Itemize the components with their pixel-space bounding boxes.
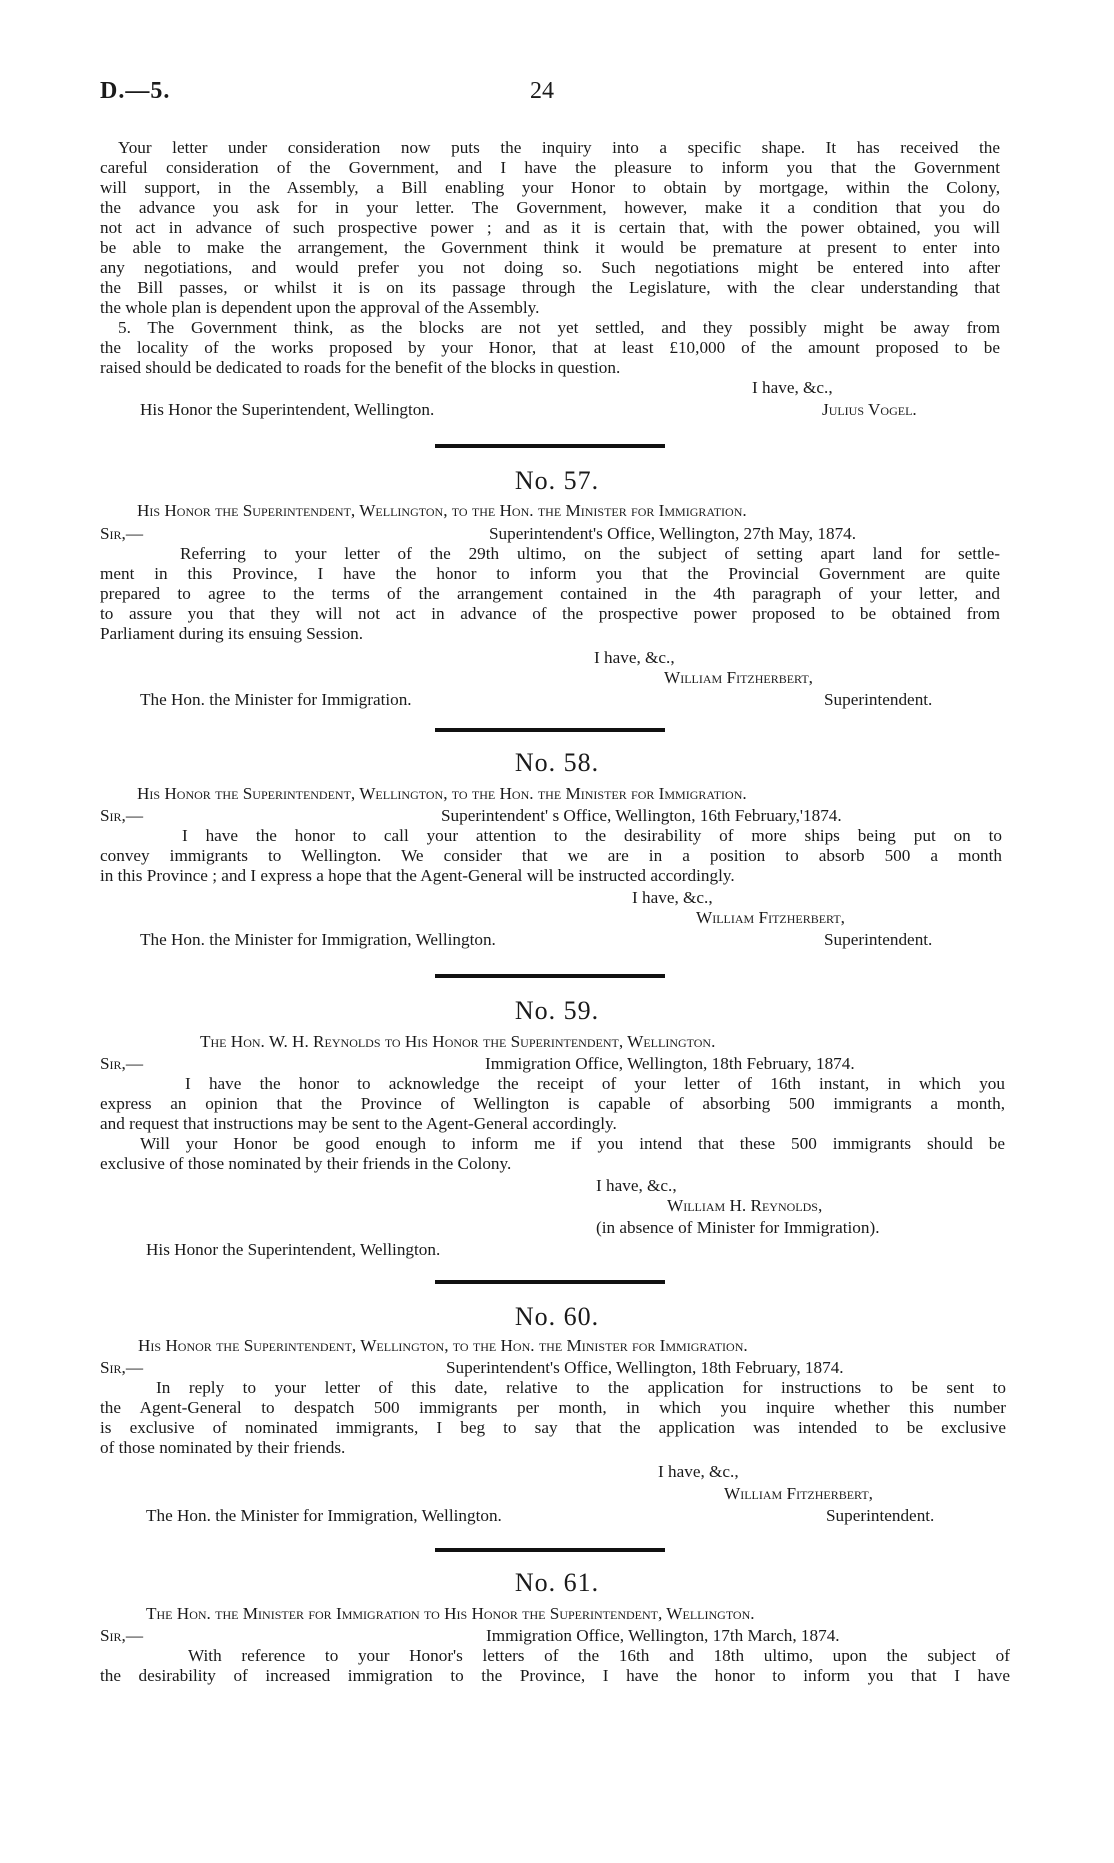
text-line: I have the honor to acknowledge the receipt of your letter of 16th instant, in which you	[185, 1074, 1005, 1093]
letter-route: The Hon. the Minister for Immigration to His Honor the Superintendent, Wellington.	[146, 1604, 755, 1623]
text-line: the desirability of increased immigration to the Province, I have the honor to inform you that I have	[100, 1666, 1010, 1685]
salutation: Sir,—	[100, 1054, 144, 1073]
letter-route: The Hon. W. H. Reynolds to His Honor the Superintendent, Wellington.	[200, 1032, 716, 1051]
letter-number: No. 60.	[514, 1302, 600, 1331]
section-rule	[435, 728, 665, 732]
dateline: Superintendent's Office, Wellington, 27th May, 1874.	[489, 524, 857, 543]
signature-title: Superintendent.	[824, 690, 933, 709]
dateline: Superintendent' s Office, Wellington, 16th February,'1874.	[441, 806, 842, 825]
signature: William Fitzherbert,	[696, 908, 845, 927]
signature: William Fitzherbert,	[724, 1484, 873, 1503]
addressee: His Honor the Superintendent, Wellington.	[146, 1240, 441, 1259]
signature-title: Superintendent.	[824, 930, 933, 949]
dateline: Immigration Office, Wellington, 18th February, 1874.	[485, 1054, 855, 1073]
text-line: express an opinion that the Province of Wellington is capable of absorbing 500 immigrants a month,	[100, 1094, 1005, 1113]
text-line: prepared to agree to the terms of the arrangement contained in the 4th paragraph of your letter, and	[100, 584, 1000, 603]
text-line: careful consideration of the Government, and I have the pleasure to inform you that the Government	[100, 158, 1000, 177]
letter-route: His Honor the Superintendent, Wellington, to the Hon. the Minister for Immigration.	[137, 784, 747, 803]
salutation: Sir,—	[100, 806, 144, 825]
text-line: in this Province ; and I express a hope that the Agent-General will be instructed accordingly.	[100, 866, 735, 885]
addressee: The Hon. the Minister for Immigration.	[140, 690, 412, 709]
section-rule	[435, 1548, 665, 1552]
text-line: With reference to your Honor's letters of the 16th and 18th ultimo, upon the subject of	[188, 1646, 1010, 1665]
text-line: Your letter under consideration now puts the inquiry into a specific shape. It has received the	[118, 138, 1000, 157]
signature-title: (in absence of Minister for Immigration).	[596, 1218, 880, 1237]
closing: I have, &c.,	[632, 888, 713, 907]
text-line: is exclusive of nominated immigrants, I beg to say that the application was intended to be exclusive	[100, 1418, 1006, 1437]
text-line: the Bill passes, or whilst it is on its passage through the Legislature, with the clear understanding that	[100, 278, 1000, 297]
text-line: ment in this Province, I have the honor to inform you that the Provincial Government are quite	[100, 564, 1000, 583]
addressee: The Hon. the Minister for Immigration, Wellington.	[146, 1506, 502, 1525]
text-line: be able to make the arrangement, the Government think it would be premature at present to enter into	[100, 238, 1000, 257]
closing: I have, &c.,	[752, 378, 833, 397]
addressee: His Honor the Superintendent, Wellington.	[140, 400, 435, 419]
text-line: Referring to your letter of the 29th ultimo, on the subject of setting apart land for settle-	[180, 544, 1000, 563]
text-line: Parliament during its ensuing Session.	[100, 624, 364, 643]
text-line: to assure you that they will not act in advance of the prospective power proposed to be obtained from	[100, 604, 1000, 623]
closing: I have, &c.,	[658, 1462, 739, 1481]
text-line: not act in advance of such prospective power ; and as it is certain that, with the power obtained, you will	[100, 218, 1000, 237]
salutation: Sir,—	[100, 1358, 144, 1377]
letter-route: His Honor the Superintendent, Wellington, to the Hon. the Minister for Immigration.	[137, 501, 747, 520]
section-rule	[435, 1280, 665, 1284]
signature-title: Superintendent.	[826, 1506, 935, 1525]
text-line: the advance you ask for in your letter. The Government, however, make it a condition that you do	[100, 198, 1000, 217]
closing: I have, &c.,	[596, 1176, 677, 1195]
salutation: Sir,—	[100, 1626, 144, 1645]
text-line: will support, in the Assembly, a Bill enabling your Honor to obtain by mortgage, within the Colony,	[100, 178, 1000, 197]
dateline: Immigration Office, Wellington, 17th March, 1874.	[486, 1626, 840, 1645]
section-rule	[435, 444, 665, 448]
section-rule	[435, 974, 665, 978]
signature: William Fitzherbert,	[664, 668, 813, 687]
signature: Julius Vogel.	[822, 400, 917, 419]
text-line: and request that instructions may be sent to the Agent-General accordingly.	[100, 1114, 617, 1133]
letter-number: No. 59.	[514, 996, 600, 1025]
text-line: any negotiations, and would prefer you not doing so. Such negotiations might be entered into after	[100, 258, 1000, 277]
letter-number: No. 61.	[514, 1568, 600, 1597]
addressee: The Hon. the Minister for Immigration, Wellington.	[140, 930, 496, 949]
text-line: I have the honor to call your attention to the desirability of more ships being put on to	[182, 826, 1002, 845]
closing: I have, &c.,	[594, 648, 675, 667]
salutation: Sir,—	[100, 524, 144, 543]
letter-route: His Honor the Superintendent, Wellington, to the Hon. the Minister for Immigration.	[138, 1336, 748, 1355]
text-line: exclusive of those nominated by their friends in the Colony.	[100, 1154, 512, 1173]
series-label: D.—5.	[100, 78, 171, 104]
text-line: In reply to your letter of this date, relative to the application for instructions to be sent to	[156, 1378, 1006, 1397]
text-line: the Agent-General to despatch 500 immigrants per month, in which you inquire whether this number	[100, 1398, 1006, 1417]
signature: William H. Reynolds,	[667, 1196, 823, 1215]
letter-number: No. 58.	[514, 748, 600, 777]
text-line: the whole plan is dependent upon the approval of the Assembly.	[100, 298, 540, 317]
text-line: of those nominated by their friends.	[100, 1438, 346, 1457]
text-line: raised should be dedicated to roads for the benefit of the blocks in question.	[100, 358, 621, 377]
dateline: Superintendent's Office, Wellington, 18th February, 1874.	[446, 1358, 844, 1377]
text-line: convey immigrants to Wellington. We consider that we are in a position to absorb 500 a month	[100, 846, 1002, 865]
letter-number: No. 57.	[514, 466, 600, 495]
text-line: the locality of the works proposed by your Honor, that at least £10,000 of the amount proposed to be	[100, 338, 1000, 357]
text-line: 5. The Government think, as the blocks are not yet settled, and they possibly might be away from	[118, 318, 1000, 337]
text-line: Will your Honor be good enough to inform me if you intend that these 500 immigrants should be	[140, 1134, 1005, 1153]
page-number: 24	[530, 78, 554, 104]
